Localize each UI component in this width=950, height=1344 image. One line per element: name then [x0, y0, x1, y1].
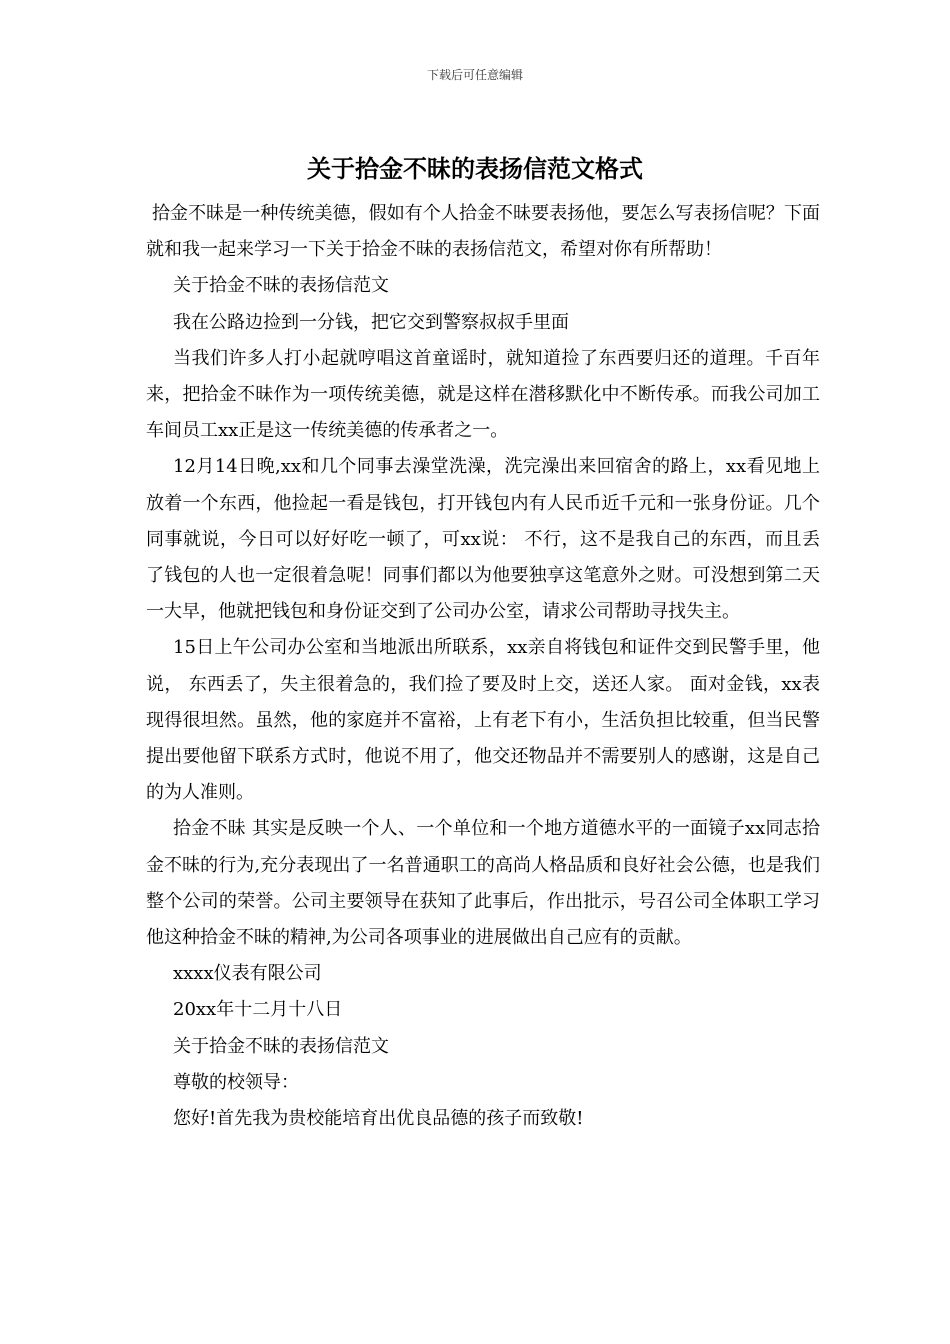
paragraph-return: 15日上午公司办公室和当地派出所联系，xx亲自将钱包和证件交到民警手里，他说， 东西丢了，失主很着急的，我们捡了要及时上交，送还人家。 面对金钱，xx表现得很坦然。虽然，他的家庭并不富裕，上有老下有小，生活负担比较重，但当民警提出要他留下联系方式时，他说不用了，他交还物品并不需要别人的感谢，这是自己的为人准则。: [146, 637, 820, 804]
signature-date: 20xx年十二月十八日: [173, 999, 343, 1021]
salutation: 尊敬的校领导：: [173, 1071, 299, 1093]
paragraph-subtitle: 关于拾金不昧的表扬信范文: [173, 275, 389, 297]
header-note: 下载后可任意编辑: [426, 68, 523, 82]
document-title: 关于拾金不昧的表扬信范文格式: [307, 154, 643, 183]
paragraph-intro: 拾金不昧是一种传统美德，假如有个人拾金不昧要表扬他，要怎么写表扬信呢？下面就和我一起来学习一下关于拾金不昧的表扬信范文，希望对你有所帮助！: [146, 203, 820, 261]
paragraph-greeting: 您好!首先我为贵校能培育出优良品德的孩子而致敬!: [173, 1108, 584, 1130]
paragraph-rhyme: 我在公路边捡到一分钱，把它交到警察叔叔手里面: [173, 311, 569, 333]
paragraph-subtitle-2: 关于拾金不昧的表扬信范文: [173, 1035, 389, 1057]
paragraph-event: 12月14日晚,xx和几个同事去澡堂洗澡，洗完澡出来回宿舍的路上，xx看见地上放着一个东西，他捡起一看是钱包，打开钱包内有人民币近千元和一张身份证。几个同事就说，今日可以好好吃一顿了，可xx说： 不行，这不是我自己的东西，而且丢了钱包的人也一定很着急呢！同事们都以为他要独享这笔意外之财。可没想到第二天一大早，他就把钱包和身份证交到了公司办公室，请求公司帮助寻找失主。: [146, 456, 820, 623]
signature-company: xxxx仪表有限公司: [173, 963, 322, 985]
document-body: [146, 196, 820, 1137]
paragraph-praise: 拾金不昧 其实是反映一个人、一个单位和一个地方道德水平的一面镜子xx同志拾金不昧的行为,充分表现出了一名普通职工的高尚人格品质和良好社会公德，也是我们整个公司的荣誉。公司主要领导在获知了此事后，作出批示，号召公司全体职工学习他这种拾金不昧的精神,为公司各项事业的进展做出自己应有的贡献。: [146, 818, 820, 949]
paragraph-tradition: 当我们许多人打小起就哼唱这首童谣时，就知道捡了东西要归还的道理。千百年来，把拾金不昧作为一项传统美德，就是这样在潜移默化中不断传承。而我公司加工车间员工xx正是这一传统美德的传承者之一。: [146, 347, 820, 442]
